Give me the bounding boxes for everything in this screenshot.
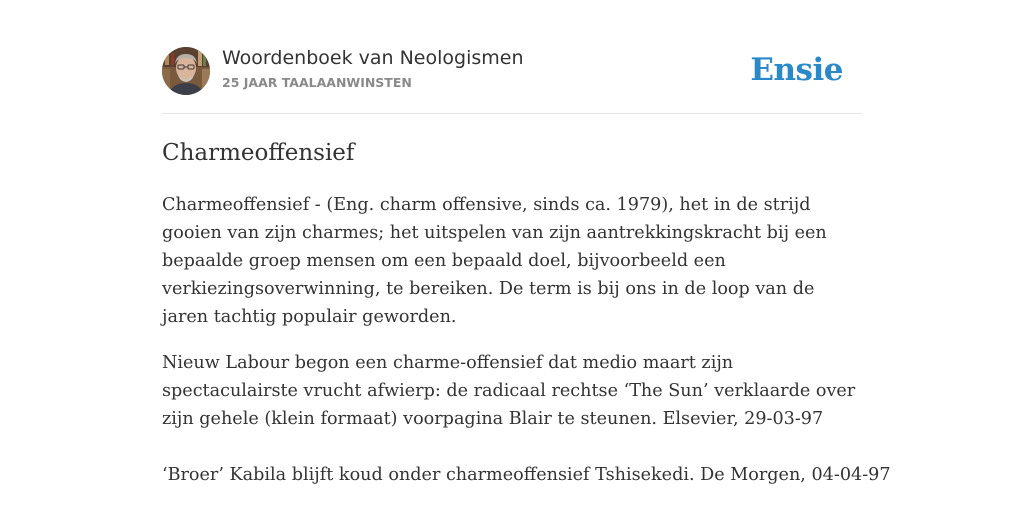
paragraph-spacer — [162, 451, 862, 461]
author-avatar[interactable] — [162, 47, 210, 95]
article-container — [162, 46, 891, 507]
avatar-portrait-icon — [162, 47, 210, 95]
article-content — [162, 191, 891, 489]
author-name[interactable]: Woordenboek van Neologismen — [222, 47, 524, 69]
article-title: Charmeoffensief — [162, 140, 355, 166]
author-info — [222, 46, 524, 92]
ensie-logo[interactable]: Ensie — [750, 52, 843, 88]
author-subtitle: 25 JAAR TAALAANWINSTEN — [222, 75, 412, 90]
definition-paragraph: Charmeoffensief - (Eng. charm offensive, sinds ca. 1979), het in de strijd gooien van zijn charmes; het uitspelen van zijn aantrekkingskracht bij een bepaalde groep mensen om een bepaald doel, bijvoorbeeld een verkiezingsoverwinning, te bereiken. De term is bij ons in de loop van de jaren tachtig populair geworden. — [162, 195, 827, 327]
header-divider — [162, 113, 862, 114]
quote-paragraph-2: ‘Broer’ Kabila blijft koud onder charmeoffensief Tshisekedi. De Morgen, 04-04-97 — [162, 465, 891, 485]
header — [162, 46, 862, 113]
quote-paragraph-1: Nieuw Labour begon een charme-offensief dat medio maart zijn spectaculairste vrucht afwierp: de radicaal rechtse ‘The Sun’ verklaarde over zijn gehele (klein formaat) voorpagina Blair te steunen. Elsevier, 29-03-97 — [162, 353, 856, 429]
